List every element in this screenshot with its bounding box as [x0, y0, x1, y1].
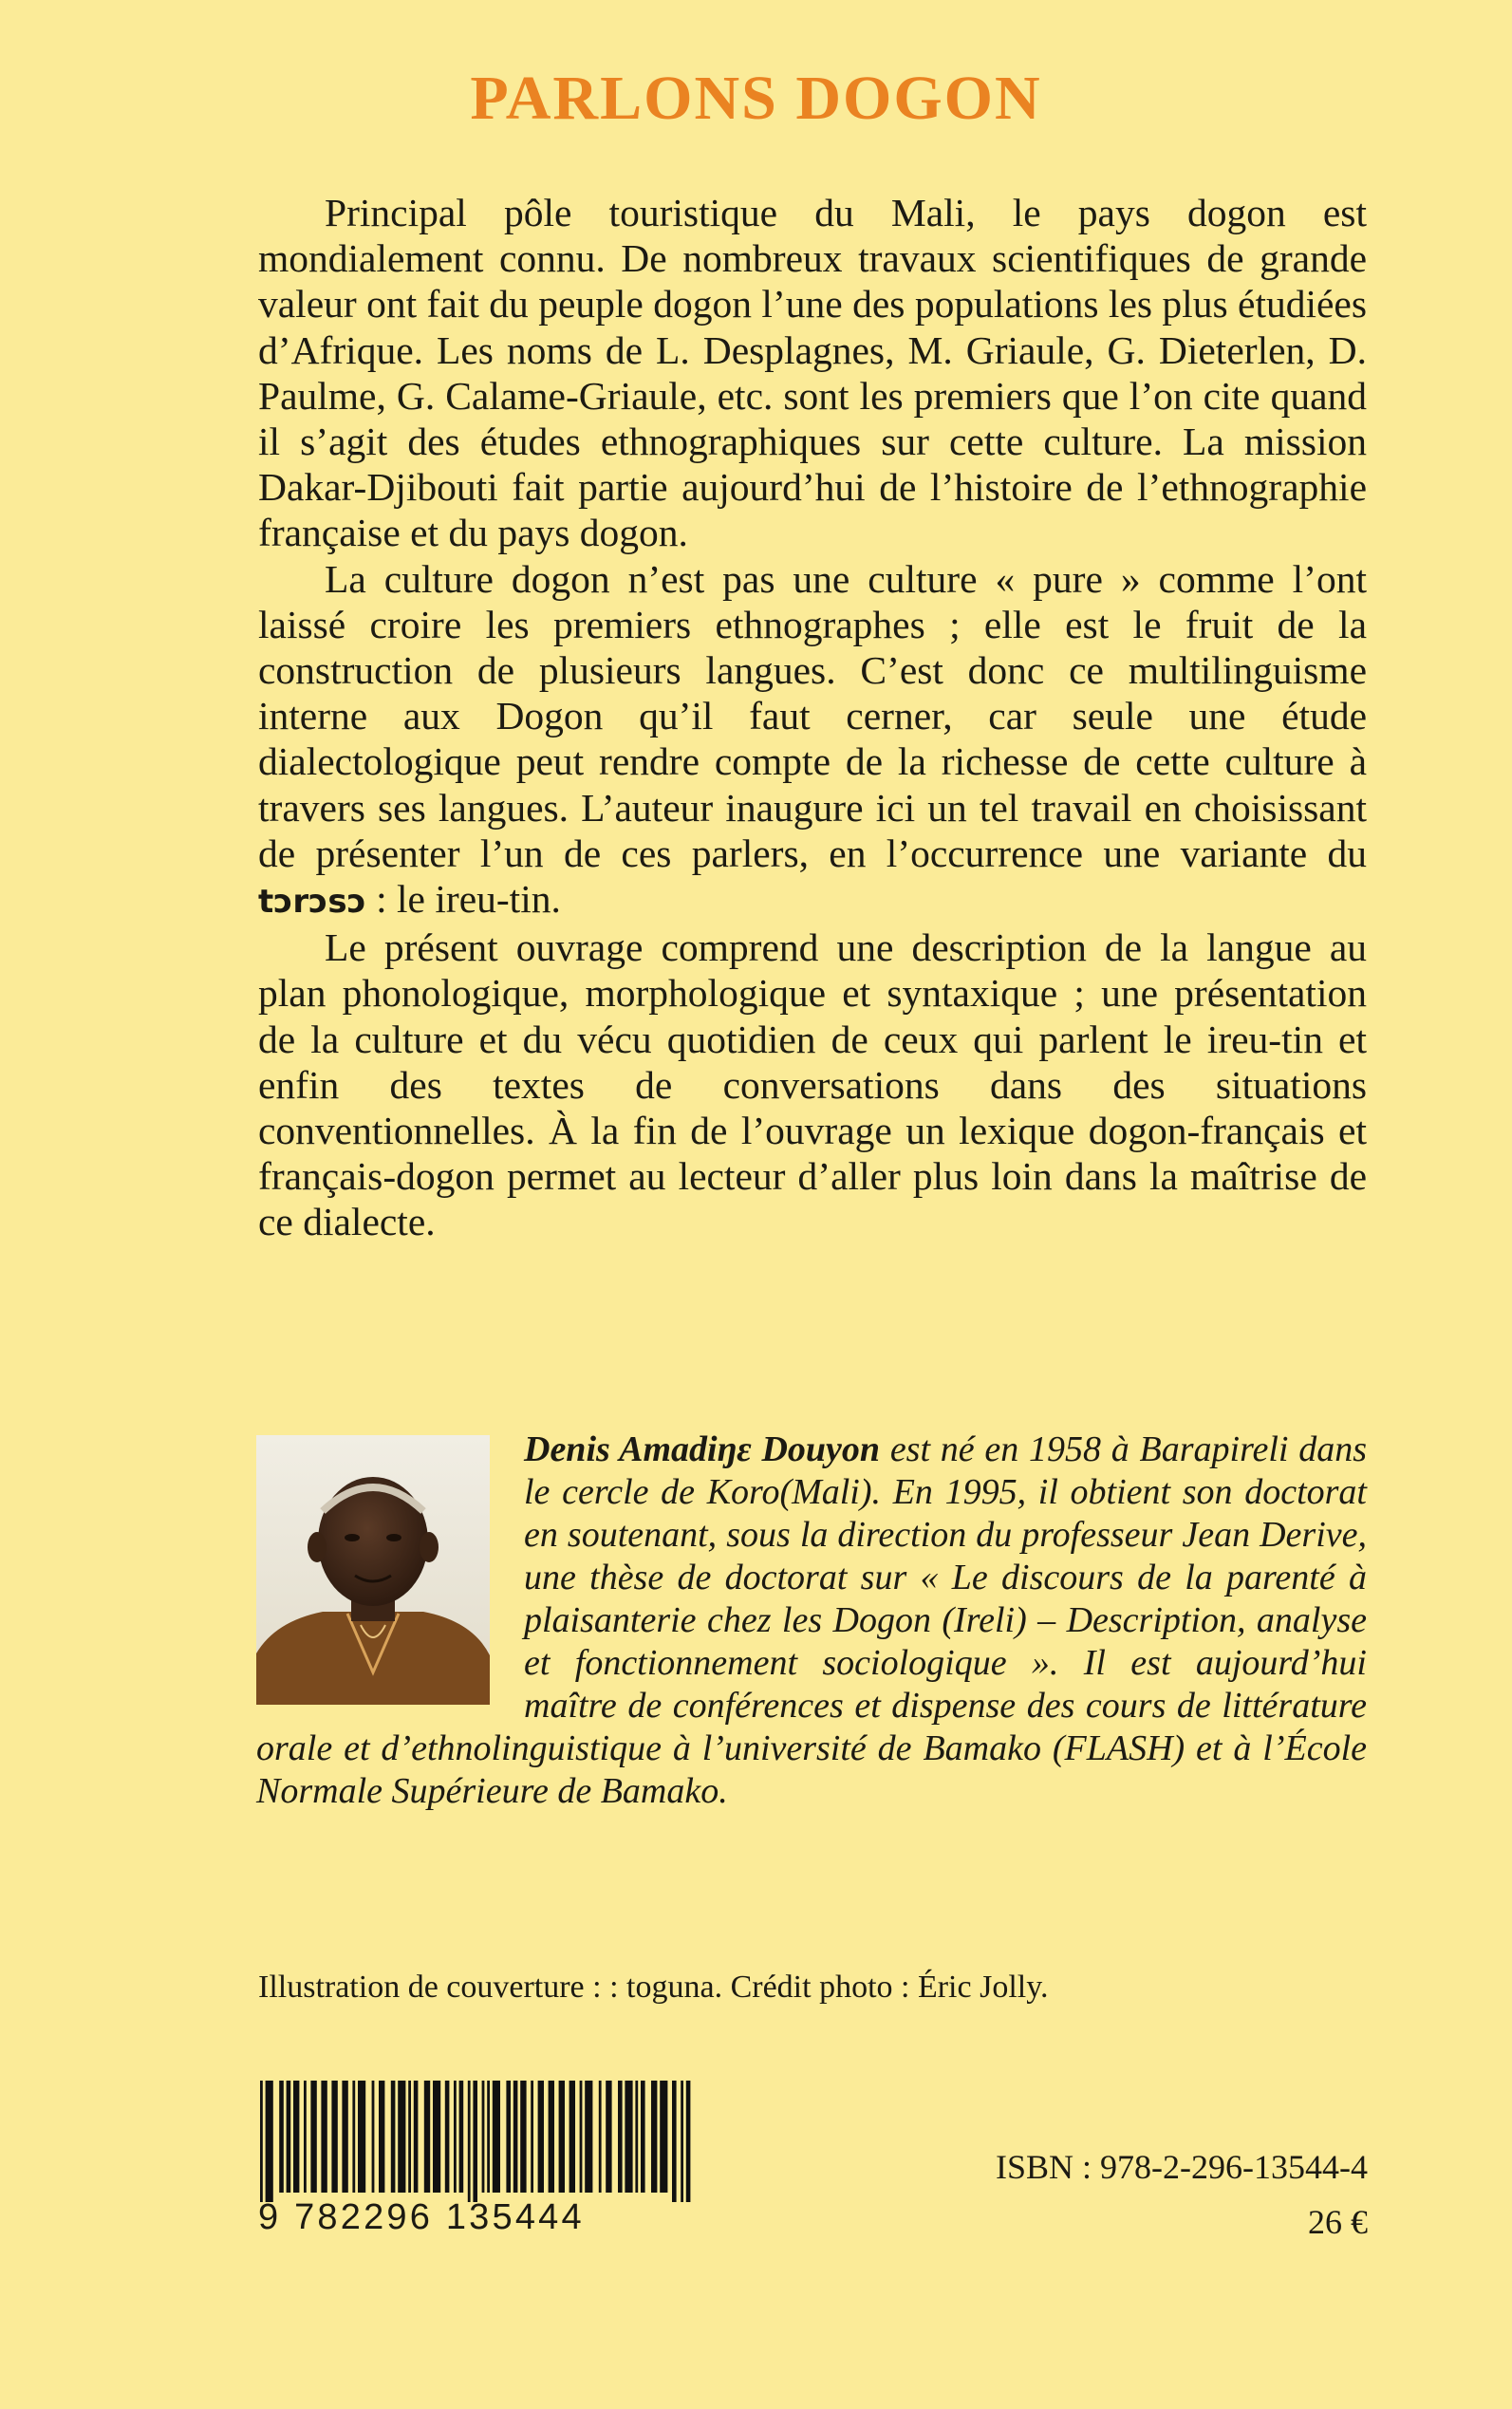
barcode-bar: [379, 2081, 384, 2193]
barcode-bar: [686, 2081, 691, 2202]
description: [258, 190, 1367, 1245]
paragraph-2-end: : le ireu-tin.: [365, 877, 561, 922]
paragraph-2-text: La culture dogon n’est pas une culture « pure » comme l’ont laissé croire les premiers ethnographes ; elle est le fruit de la construction de plusieurs langues. C’est donc ce multilinguisme interne aux Dogon qu’il faut cerner, car seule une étude dialectologique peut rendre compte de la richesse de cette culture à travers ses langues. L’auteur inaugure ici un tel travail en choisissant de présenter l’un de ces parlers, en l’occurrence une variante du: [258, 556, 1367, 875]
barcode-bar: [433, 2081, 440, 2193]
barcode-bar: [520, 2081, 526, 2193]
barcode-bar: [487, 2081, 490, 2193]
barcode-bar: [468, 2081, 471, 2202]
barcode-bar: [391, 2081, 396, 2193]
barcode-bar: [531, 2081, 533, 2193]
author-name: Denis Amadiŋɛ Douyon: [524, 1429, 881, 1469]
barcode-bar: [585, 2081, 592, 2193]
barcode-bar: [580, 2081, 583, 2193]
barcode-bar: [513, 2081, 518, 2193]
barcode-bar: [321, 2081, 327, 2193]
barcode-bar: [538, 2081, 544, 2193]
barcode-bar: [352, 2081, 355, 2193]
description-paragraph-2: [258, 556, 1367, 925]
book-title: PARLONS DOGON: [470, 64, 1042, 133]
barcode-bar: [293, 2081, 299, 2193]
cover-credit: Illustration de couverture : : toguna. Crédit photo : Éric Jolly.: [258, 1970, 1049, 2005]
barcode-bar: [304, 2081, 307, 2193]
price: 26 €: [1308, 2203, 1368, 2241]
barcode-bar: [681, 2081, 683, 2202]
barcode-bar: [414, 2081, 419, 2193]
barcode-bar: [287, 2081, 291, 2193]
barcode-bar: [493, 2081, 500, 2193]
barcode-bar: [331, 2081, 337, 2193]
author-bio-text: est né en 1958 à Barapireli dans le cercle de Koro(Mali). En 1995, il obtient son doctorat en soutenant, sous la direction du professeur Jean Derive, une thèse de doctorat sur « Le discours de la parenté à plaisanterie chez les Dogon (Ireli) – Description, analyse et fonctionnement sociologique ». Il est aujourd’hui maître de conférences et dispense des cours de littérature orale et d’ethnolinguistique à l’université de Bamako (FLASH) et à l’École Normale Supérieure de Bamako.: [256, 1429, 1367, 1811]
barcode-bar: [549, 2081, 554, 2193]
barcode-bar: [266, 2081, 273, 2202]
barcode-bar: [310, 2081, 316, 2193]
barcode-bar: [424, 2081, 430, 2193]
barcode-bar: [618, 2081, 623, 2193]
barcode-bar: [641, 2081, 645, 2193]
description-paragraph-3: Le présent ouvrage comprend une description de la langue au plan phonologique, morphologique et syntaxique ; une présentation de la culture et du vécu quotidien de ceux qui parlent le ireu-tin et enfin des textes de conversations dans des situations conventionnelles. À la fin de l’ouvrage un lexique dogon-français et français-dogon permet au lecteur d’aller plus loin dans la maîtrise de ce dialecte.: [258, 925, 1367, 1244]
barcode-bar: [260, 2081, 263, 2202]
author-biography: [256, 1429, 1367, 1813]
barcode-bar: [660, 2081, 667, 2193]
barcode-bars: [258, 2081, 691, 2202]
barcode-bar: [473, 2081, 477, 2202]
description-paragraph-1: Principal pôle touristique du Mali, le pays dogon est mondialement connu. De nombreux travaux scientifiques de grande valeur ont fait du peuple dogon l’une des populations les plus étudiées d’Afrique. Les noms de L. Desplagnes, M. Griaule, G. Dieterlen, D. Paulme, G. Calame-Griaule, etc. sont les premiers que l’on cite quand il s’agit des études ethnographiques sur cette culture. La mission Dakar-Djibouti fait partie aujourd’hui de l’histoire de l’ethnographie française et du pays dogon.: [258, 191, 1367, 555]
barcode-bar: [459, 2081, 464, 2193]
barcode-bar: [279, 2081, 284, 2193]
barcode-bar: [651, 2081, 657, 2193]
barcode-bar: [482, 2081, 485, 2193]
barcode-bar: [506, 2081, 511, 2193]
barcode-bar: [672, 2081, 677, 2202]
barcode-digits: 9 782296 135444: [258, 2197, 585, 2237]
barcode-bar: [372, 2081, 375, 2193]
barcode-bar: [559, 2081, 565, 2193]
barcode-bar: [599, 2081, 602, 2193]
barcode-bar: [635, 2081, 638, 2193]
barcode-bar: [454, 2081, 457, 2193]
isbn: ISBN : 978-2-296-13544-4: [996, 2148, 1368, 2186]
barcode-bar: [569, 2081, 575, 2193]
barcode-bar: [408, 2081, 411, 2193]
dogon-language-name: tɔrɔsɔ: [258, 883, 366, 922]
barcode-bar: [342, 2081, 347, 2193]
barcode-bar: [358, 2081, 365, 2193]
barcode-bar: [398, 2081, 405, 2193]
barcode-bar: [445, 2081, 450, 2193]
barcode: [258, 2081, 691, 2237]
barcode-bar: [606, 2081, 611, 2193]
barcode-bar: [625, 2081, 632, 2193]
